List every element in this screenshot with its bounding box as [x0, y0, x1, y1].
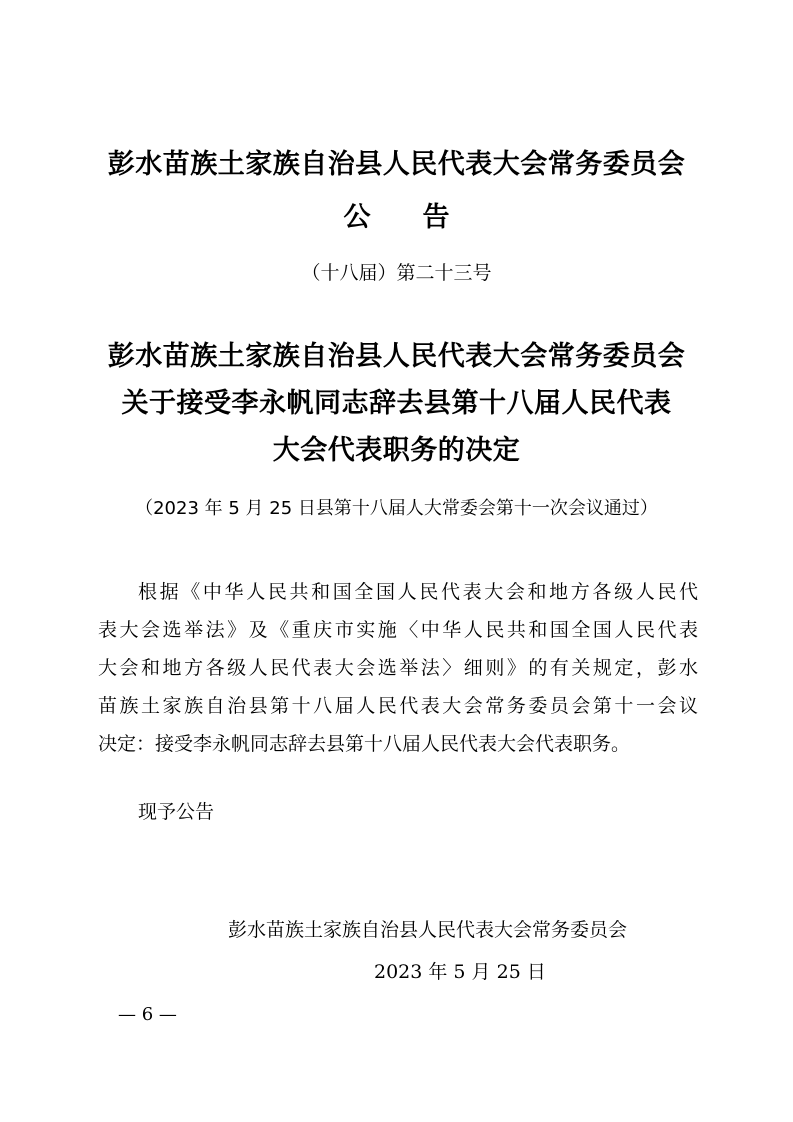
adoption-note: （2023 年 5 月 25 日县第十八届人大常委会第十一次会议通过）	[135, 498, 658, 519]
decision-title-line: 彭水苗族土家族自治县人民代表大会常务委员会	[107, 341, 686, 372]
body-line: 决定：接受李永帆同志辞去县第十八届人民代表大会代表职务。	[98, 733, 631, 755]
notice-number: （十八届）第二十三号	[301, 262, 492, 284]
decision-title	[0, 333, 793, 474]
org-title: 彭水苗族土家族自治县人民代表大会常务委员会	[107, 149, 686, 180]
decision-title-line: 大会代表职务的决定	[272, 435, 521, 466]
body-line: 表大会选举法》及《重庆市实施〈中华人民共和国全国人民代表	[98, 619, 698, 641]
body-line: 大会和地方各级人民代表大会选举法〉细则》的有关规定，彭水	[98, 657, 698, 679]
signature-date: 2023 年 5 月 25 日	[374, 961, 546, 983]
notice-heading: 公告	[343, 202, 502, 233]
page-number: — 6 —	[118, 1004, 177, 1025]
body-line: 苗族土家族自治县第十八届人民代表大会常务委员会第十一会议	[98, 695, 698, 717]
decision-title-line: 关于接受李永帆同志辞去县第十八届人民代表	[121, 388, 672, 419]
signature-org: 彭水苗族土家族自治县人民代表大会常务委员会	[228, 919, 628, 941]
body-line: 根据《中华人民共和国全国人民代表大会和地方各级人民代	[138, 581, 698, 603]
closing-phrase: 现予公告	[138, 801, 215, 823]
body-paragraph	[98, 573, 698, 763]
